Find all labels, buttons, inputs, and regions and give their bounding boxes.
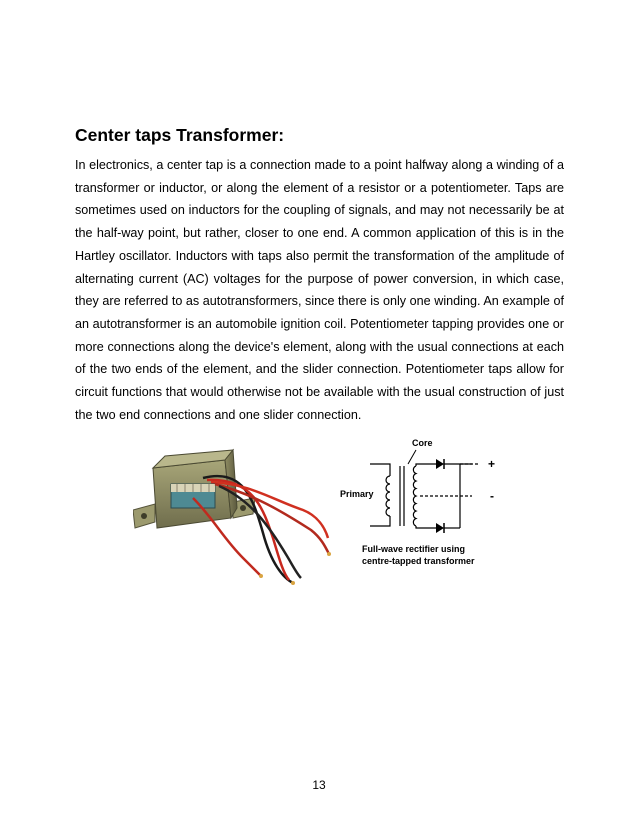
- rectifier-schematic: [340, 434, 510, 574]
- minus-terminal-label: -: [490, 489, 494, 503]
- caption-line-1: Full-wave rectifier using: [362, 544, 466, 554]
- body-paragraph: In electronics, a center tap is a connection made to a point halfway along a winding of a transformer or inductor, or along the element of a resistor or a potentiometer. Taps are sometimes used on inductors for the coupling of signals, and may not necessarily be at the half-way point, but rather, closer to one end. A common application of this is in the Hartley oscillator. Inductors with taps also permit the transformation of the amplitude of alternating current (AC) voltages for the purpose of power conversion, in which case, they are referred to as autotransformers, since there is only one winding. An example of an autotransformer is an automobile ignition coil. Potentiometer tapping provides one or more connections along the device's element, along with the usual connections at each of the two ends of the element, and the slider connection. Potentiometer taps allow for circuit functions that would otherwise not be available with the usual construction of just the two end connections and one slider connection.: [75, 158, 564, 422]
- caption-line-2: centre-tapped transformer: [362, 556, 475, 566]
- transformer-photo: [133, 438, 333, 588]
- section-heading: Center taps Transformer:: [75, 125, 285, 145]
- core-label: Core: [412, 438, 433, 448]
- plus-terminal-label: +: [488, 457, 496, 471]
- page-number: 13: [312, 778, 326, 792]
- primary-label: Primary: [340, 489, 374, 499]
